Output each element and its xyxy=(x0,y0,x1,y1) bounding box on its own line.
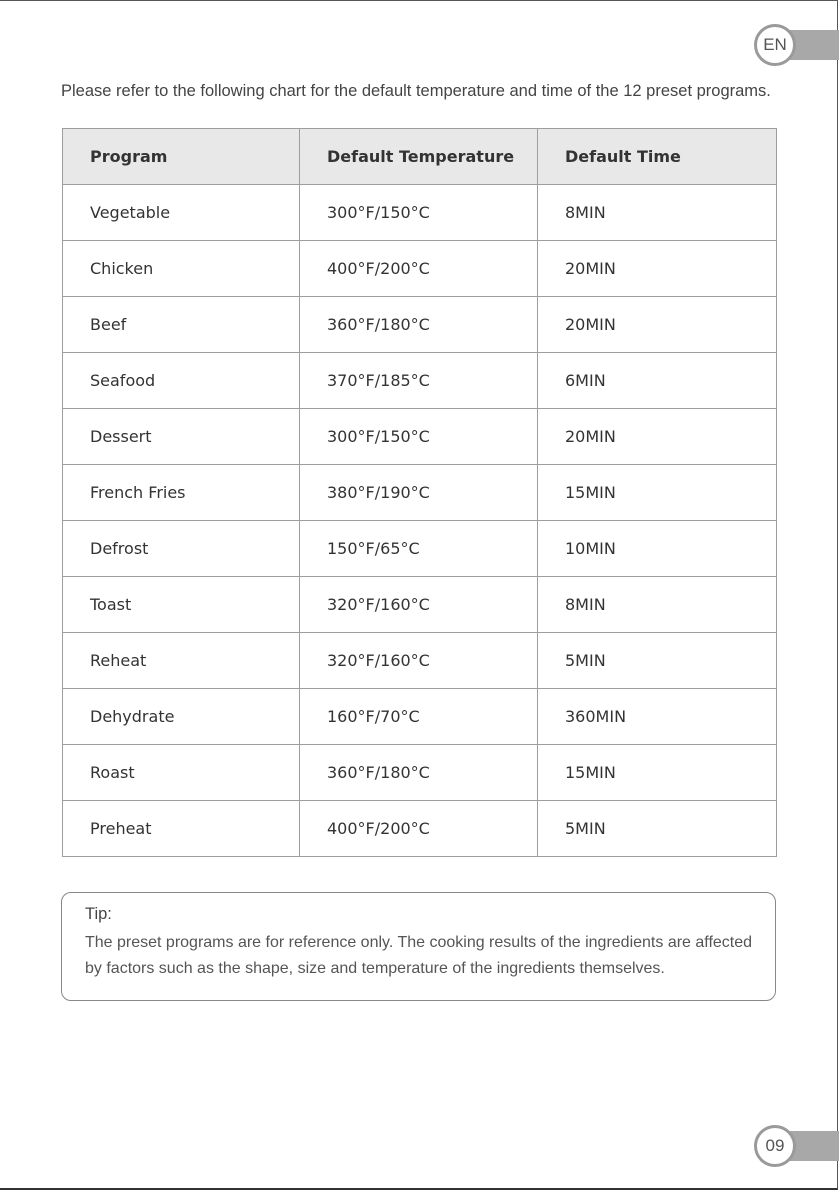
table-row xyxy=(63,465,777,521)
program-time: 360MIN xyxy=(538,689,777,745)
program-name: Dehydrate xyxy=(63,689,300,745)
program-time: 5MIN xyxy=(538,801,777,857)
program-name: Dessert xyxy=(63,409,300,465)
program-time: 15MIN xyxy=(538,745,777,801)
program-time: 10MIN xyxy=(538,521,777,577)
tip-text: The preset programs are for reference only. The cooking results of the ingredients are affected by factors such as the shape, size and temperature of the ingredients themselves. xyxy=(85,934,753,977)
program-time: 20MIN xyxy=(538,297,777,353)
table-row xyxy=(63,633,777,689)
program-time: 20MIN xyxy=(538,409,777,465)
program-name: Roast xyxy=(63,745,300,801)
program-time: 20MIN xyxy=(538,241,777,297)
tip-title: Tip: xyxy=(85,905,112,923)
program-time: 8MIN xyxy=(538,577,777,633)
program-temperature: 360°F/180°C xyxy=(300,745,538,801)
table-row xyxy=(63,409,777,465)
table-row xyxy=(63,297,777,353)
page-number-badge: 09 xyxy=(754,1125,796,1167)
table-row xyxy=(63,353,777,409)
program-name: French Fries xyxy=(63,465,300,521)
program-name: Defrost xyxy=(63,521,300,577)
table-row xyxy=(63,241,777,297)
program-temperature: 380°F/190°C xyxy=(300,465,538,521)
program-temperature: 360°F/180°C xyxy=(300,297,538,353)
preset-programs-table xyxy=(62,128,777,857)
program-time: 15MIN xyxy=(538,465,777,521)
program-time: 6MIN xyxy=(538,353,777,409)
program-temperature: 400°F/200°C xyxy=(300,241,538,297)
program-temperature: 370°F/185°C xyxy=(300,353,538,409)
tip-box xyxy=(61,892,776,1001)
table-row xyxy=(63,185,777,241)
program-name: Seafood xyxy=(63,353,300,409)
program-name: Vegetable xyxy=(63,185,300,241)
header-default-temperature: Default Temperature xyxy=(300,129,538,185)
program-temperature: 320°F/160°C xyxy=(300,577,538,633)
program-temperature: 400°F/200°C xyxy=(300,801,538,857)
program-time: 8MIN xyxy=(538,185,777,241)
program-temperature: 300°F/150°C xyxy=(300,409,538,465)
table-header-row xyxy=(63,129,777,185)
program-name: Beef xyxy=(63,297,300,353)
program-time: 5MIN xyxy=(538,633,777,689)
table-row xyxy=(63,577,777,633)
header-program: Program xyxy=(63,129,300,185)
program-temperature: 320°F/160°C xyxy=(300,633,538,689)
program-name: Reheat xyxy=(63,633,300,689)
table-row xyxy=(63,689,777,745)
program-temperature: 160°F/70°C xyxy=(300,689,538,745)
program-temperature: 300°F/150°C xyxy=(300,185,538,241)
program-name: Preheat xyxy=(63,801,300,857)
language-badge: EN xyxy=(754,24,796,66)
program-temperature: 150°F/65°C xyxy=(300,521,538,577)
program-name: Chicken xyxy=(63,241,300,297)
table-row xyxy=(63,801,777,857)
header-default-time: Default Time xyxy=(538,129,777,185)
intro-text: Please refer to the following chart for the default temperature and time of the 12 preset programs. xyxy=(61,82,771,100)
table-row xyxy=(63,745,777,801)
program-name: Toast xyxy=(63,577,300,633)
table-row xyxy=(63,521,777,577)
